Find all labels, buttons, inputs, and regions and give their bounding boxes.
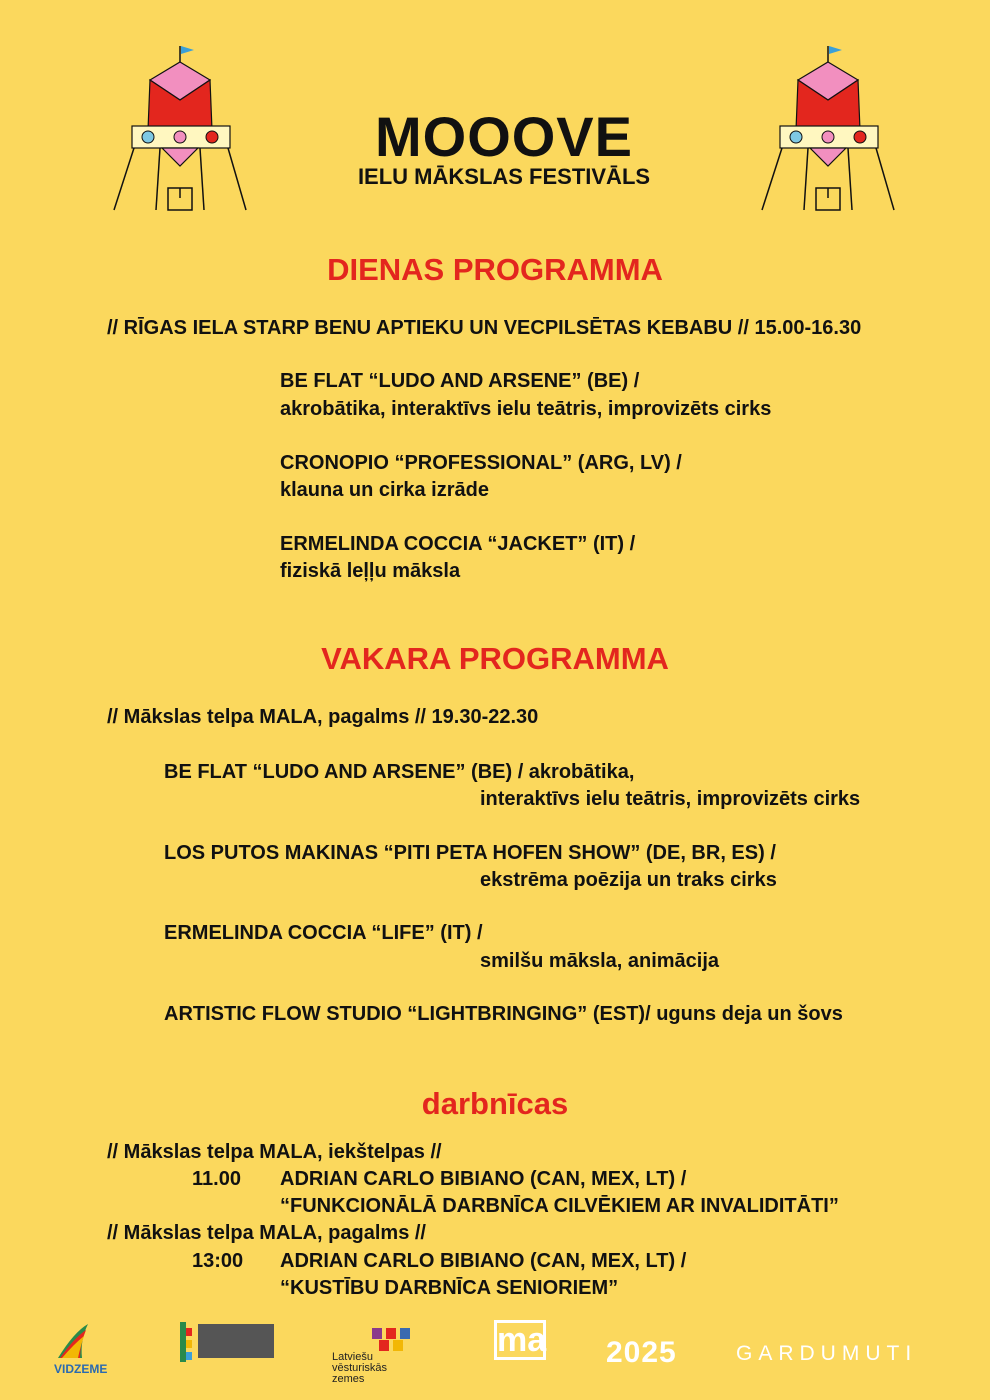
latvian-regions-logo: [330, 1326, 430, 1385]
regions-line-1: Latviešu: [332, 1351, 373, 1363]
gardumuti-logo: GARDUMUTI: [736, 1342, 918, 1365]
vidzeme-logo: [50, 1322, 130, 1378]
culture-capital-logo: [180, 1322, 276, 1370]
workshop-desc: “FUNKCIONĀLĀ DARBNĪCA CILVĒKIEM AR INVALIDITĀTI”: [280, 1195, 839, 1217]
workshop-title: ADRIAN CARLO BIBIANO (CAN, MEX, LT) /: [280, 1168, 687, 1190]
day-act-desc: akrobātika, interaktīvs ielu teātris, improvizēts cirks: [280, 398, 772, 420]
evening-programme-heading: VAKARA PROGRAMMA: [321, 641, 669, 676]
day-act-title: ERMELINDA COCCIA “JACKET” (IT) /: [280, 533, 636, 555]
regions-line-2: vēsturiskās: [332, 1362, 388, 1374]
festival-title: MOOOVE: [374, 105, 634, 168]
mala-logo: [492, 1316, 552, 1376]
day-act-desc: fiziskā leļļu māksla: [280, 560, 461, 582]
workshop-location: // Mākslas telpa MALA, iekštelpas //: [107, 1141, 442, 1163]
day-act-desc: klauna un cirka izrāde: [280, 479, 489, 501]
workshop-title: ADRIAN CARLO BIBIANO (CAN, MEX, LT) /: [280, 1250, 687, 1272]
workshops-heading: darbnīcas: [421, 1086, 569, 1121]
year-2025-logo: 2025: [606, 1336, 677, 1369]
vidzeme-label: VIDZEME: [54, 1362, 108, 1376]
evening-act-title: BE FLAT “LUDO AND ARSENE” (BE) / akrobātika,: [164, 761, 635, 783]
evening-act-desc: ekstrēma poēzija un traks cirks: [480, 869, 777, 891]
festival-subtitle: IELU MĀKSLAS FESTIVĀLS: [357, 164, 651, 189]
evening-act-title: ARTISTIC FLOW STUDIO “LIGHTBRINGING” (EST)/ uguns deja un šovs: [164, 1003, 843, 1025]
workshop-location: // Mākslas telpa MALA, pagalms //: [107, 1222, 426, 1244]
regions-line-3: zemes: [332, 1373, 365, 1385]
evening-act-title: ERMELINDA COCCIA “LIFE” (IT) /: [164, 922, 483, 944]
vidzeme-emblem-icon: [54, 1322, 94, 1362]
evening-act-desc: interaktīvs ielu teātris, improvizēts cirks: [480, 788, 861, 810]
day-programme-heading: DIENAS PROGRAMMA: [327, 252, 663, 287]
regions-shields-icon: [370, 1326, 430, 1354]
workshop-time: 11.00: [192, 1168, 241, 1190]
day-act-title: BE FLAT “LUDO AND ARSENE” (BE) /: [280, 370, 640, 392]
workshop-time: 13:00: [192, 1250, 244, 1272]
workshop-desc: “KUSTĪBU DARBNĪCA SENIORIEM”: [280, 1277, 619, 1299]
mala-mark: ma: [494, 1320, 546, 1360]
day-act-title: CRONOPIO “PROFESSIONAL” (ARG, LV) /: [280, 452, 682, 474]
evening-location: // Mākslas telpa MALA, pagalms // 19.30-22.30: [107, 706, 539, 728]
evening-act-desc: smilšu māksla, animācija: [480, 950, 720, 972]
culture-mark-icon: [180, 1322, 276, 1370]
day-location: // RĪGAS IELA STARP BENU APTIEKU UN VECPILSĒTAS KEBABU // 15.00-16.30: [107, 317, 862, 339]
evening-act-title: LOS PUTOS MAKINAS “PITI PETA HOFEN SHOW” (DE, BR, ES) /: [164, 842, 776, 864]
